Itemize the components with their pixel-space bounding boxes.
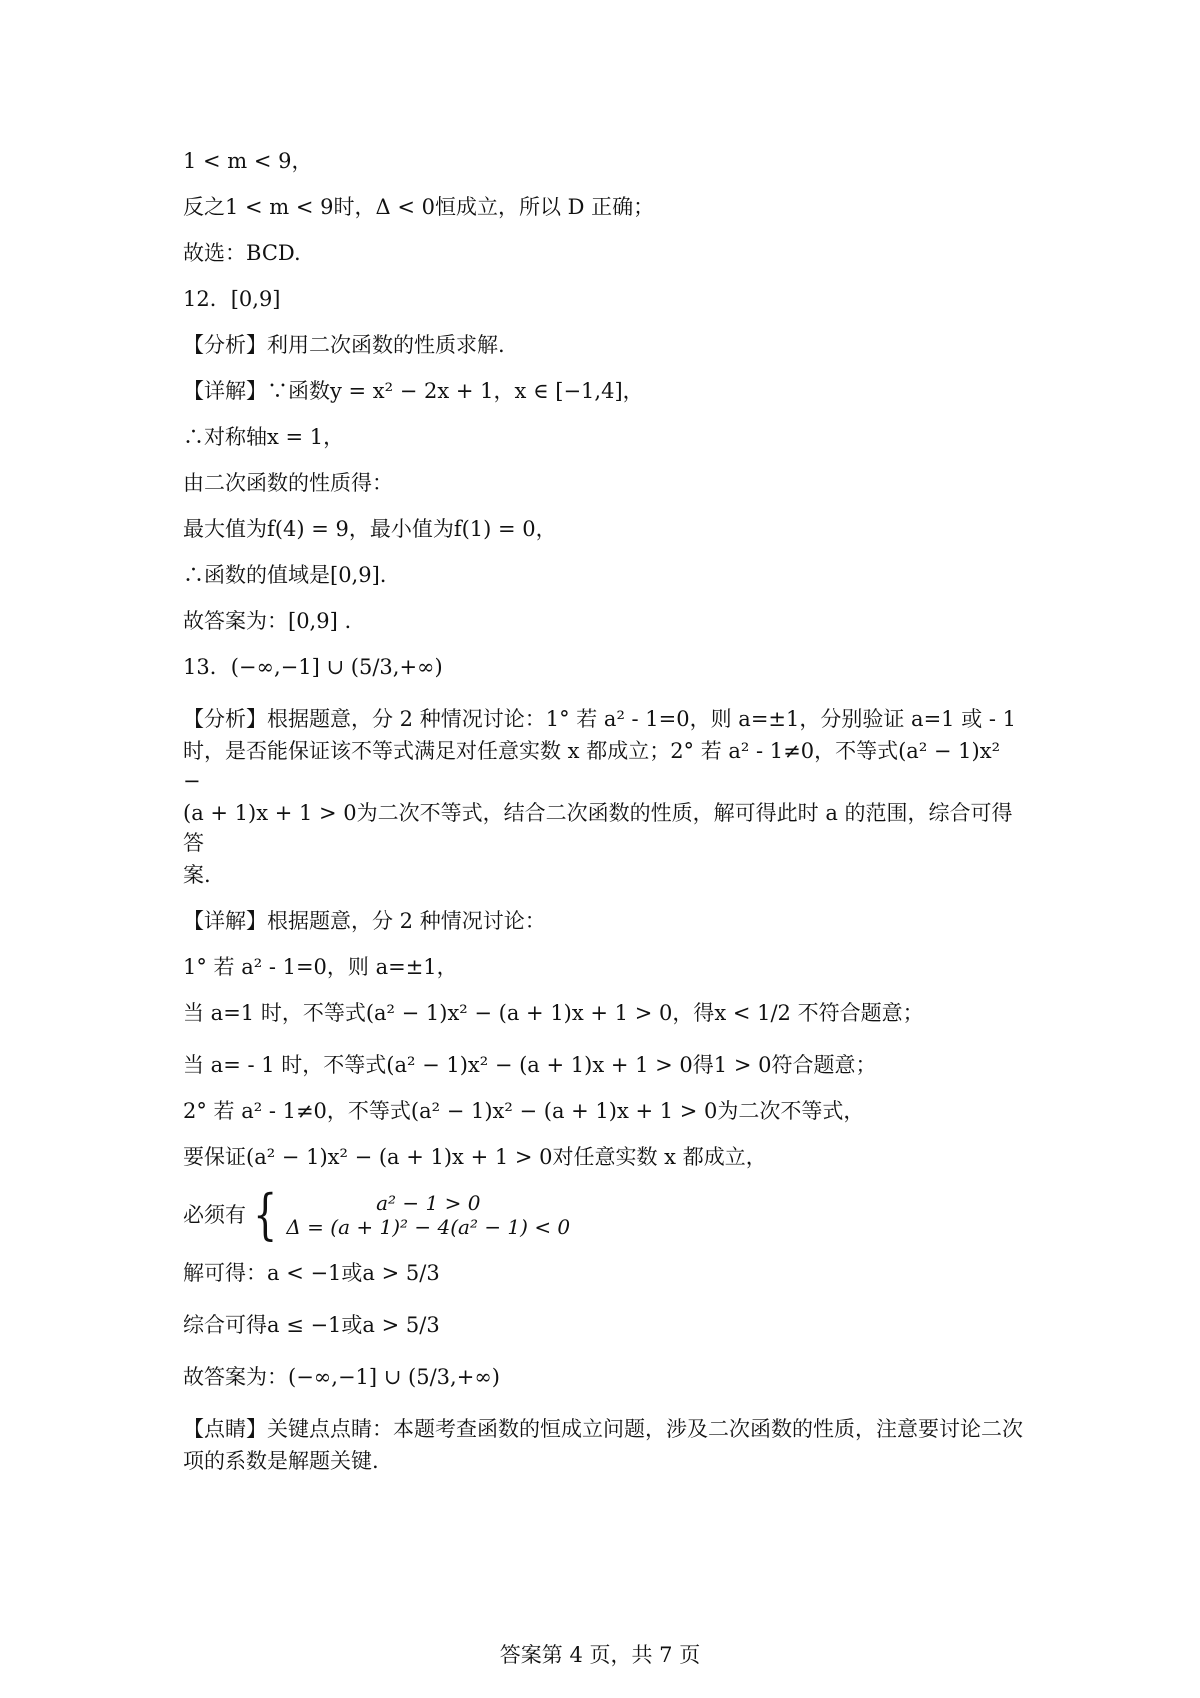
question-12-answer: 12．[0,9] [183,287,281,311]
analysis-13-line-1: 【分析】根据题意，分 2 种情况讨论：1° 若 a² - 1=0，则 a=±1，分别验证 a=1 或 - 1 [183,707,1017,731]
detail-13-line-6: 要保证(a² − 1)x² − (a + 1)x + 1 > 0对任意实数 x 都成立， [183,1145,767,1169]
system-row-2: Δ = (a + 1)² − 4(a² − 1) < 0 [286,1215,571,1239]
system-rows [286,1191,570,1239]
detail-13-line-2: 1° 若 a² - 1=0，则 a=±1， [183,955,458,979]
key-point-line-2: 项的系数是解题关键. [183,1449,379,1473]
answer-12: 故答案为：[0,9] . [183,609,352,633]
left-brace-icon: { [253,1183,278,1246]
answer-content [183,146,1023,1492]
analysis-13-line-2: 时，是否能保证该不等式满足对任意实数 x 都成立；2° 若 a² - 1≠0，不等式(a² − 1)x² − [183,739,1007,793]
text-line-2: 反之1 < m < 9时，Δ < 0恒成立，所以 D 正确； [183,195,655,219]
solution-line: 解可得：a < −1或a > 5/3 [183,1261,440,1285]
answer-13: 故答案为：(−∞,−1] ∪ (5/3,+∞) [183,1365,500,1389]
detail-13-line-5: 2° 若 a² - 1≠0，不等式(a² − 1)x² − (a + 1)x + 1 > 0为二次不等式， [183,1099,865,1123]
analysis-13-line-4: 案. [183,863,211,887]
detail-12-line-4: 最大值为f(4) = 9，最小值为f(1) = 0， [183,517,557,541]
detail-12-line-3: 由二次函数的性质得： [183,471,393,495]
detail-12-line-1: 【详解】∵函数y = x² − 2x + 1，x ∈ [−1,4]， [183,379,644,403]
text-line-1: 1 < m < 9， [183,149,313,173]
detail-13-line-4: 当 a= - 1 时，不等式(a² − 1)x² − (a + 1)x + 1 > 0得1 > 0符合题意； [183,1053,877,1077]
system-row-1: a² − 1 > 0 [376,1191,481,1215]
detail-13-line-1: 【详解】根据题意，分 2 种情况讨论： [183,909,546,933]
page-footer: 答案第 4 页，共 7 页 [499,1643,701,1667]
inequality-system [183,1183,1023,1246]
question-13-answer: 13．(−∞,−1] ∪ (5/3,+∞) [183,655,443,679]
detail-12-line-2: ∴对称轴x = 1， [183,425,345,449]
text-line-3: 故选：BCD. [183,241,301,265]
detail-13-line-3: 当 a=1 时，不等式(a² − 1)x² − (a + 1)x + 1 > 0，得x < 1/2 不符合题意； [183,1001,924,1025]
analysis-13-line-3: (a + 1)x + 1 > 0为二次不等式，结合二次函数的性质，解可得此时 a 的范围，综合可得答 [183,801,1013,855]
key-point-line-1: 【点睛】关键点点睛：本题考查函数的恒成立问题，涉及二次函数的性质，注意要讨论二次 [183,1417,1023,1441]
detail-12-line-5: ∴函数的值域是[0,9]. [183,563,387,587]
system-label: 必须有 [183,1203,246,1227]
combined-result-line: 综合可得a ≤ −1或a > 5/3 [183,1313,440,1337]
analysis-12: 【分析】利用二次函数的性质求解. [183,333,505,357]
